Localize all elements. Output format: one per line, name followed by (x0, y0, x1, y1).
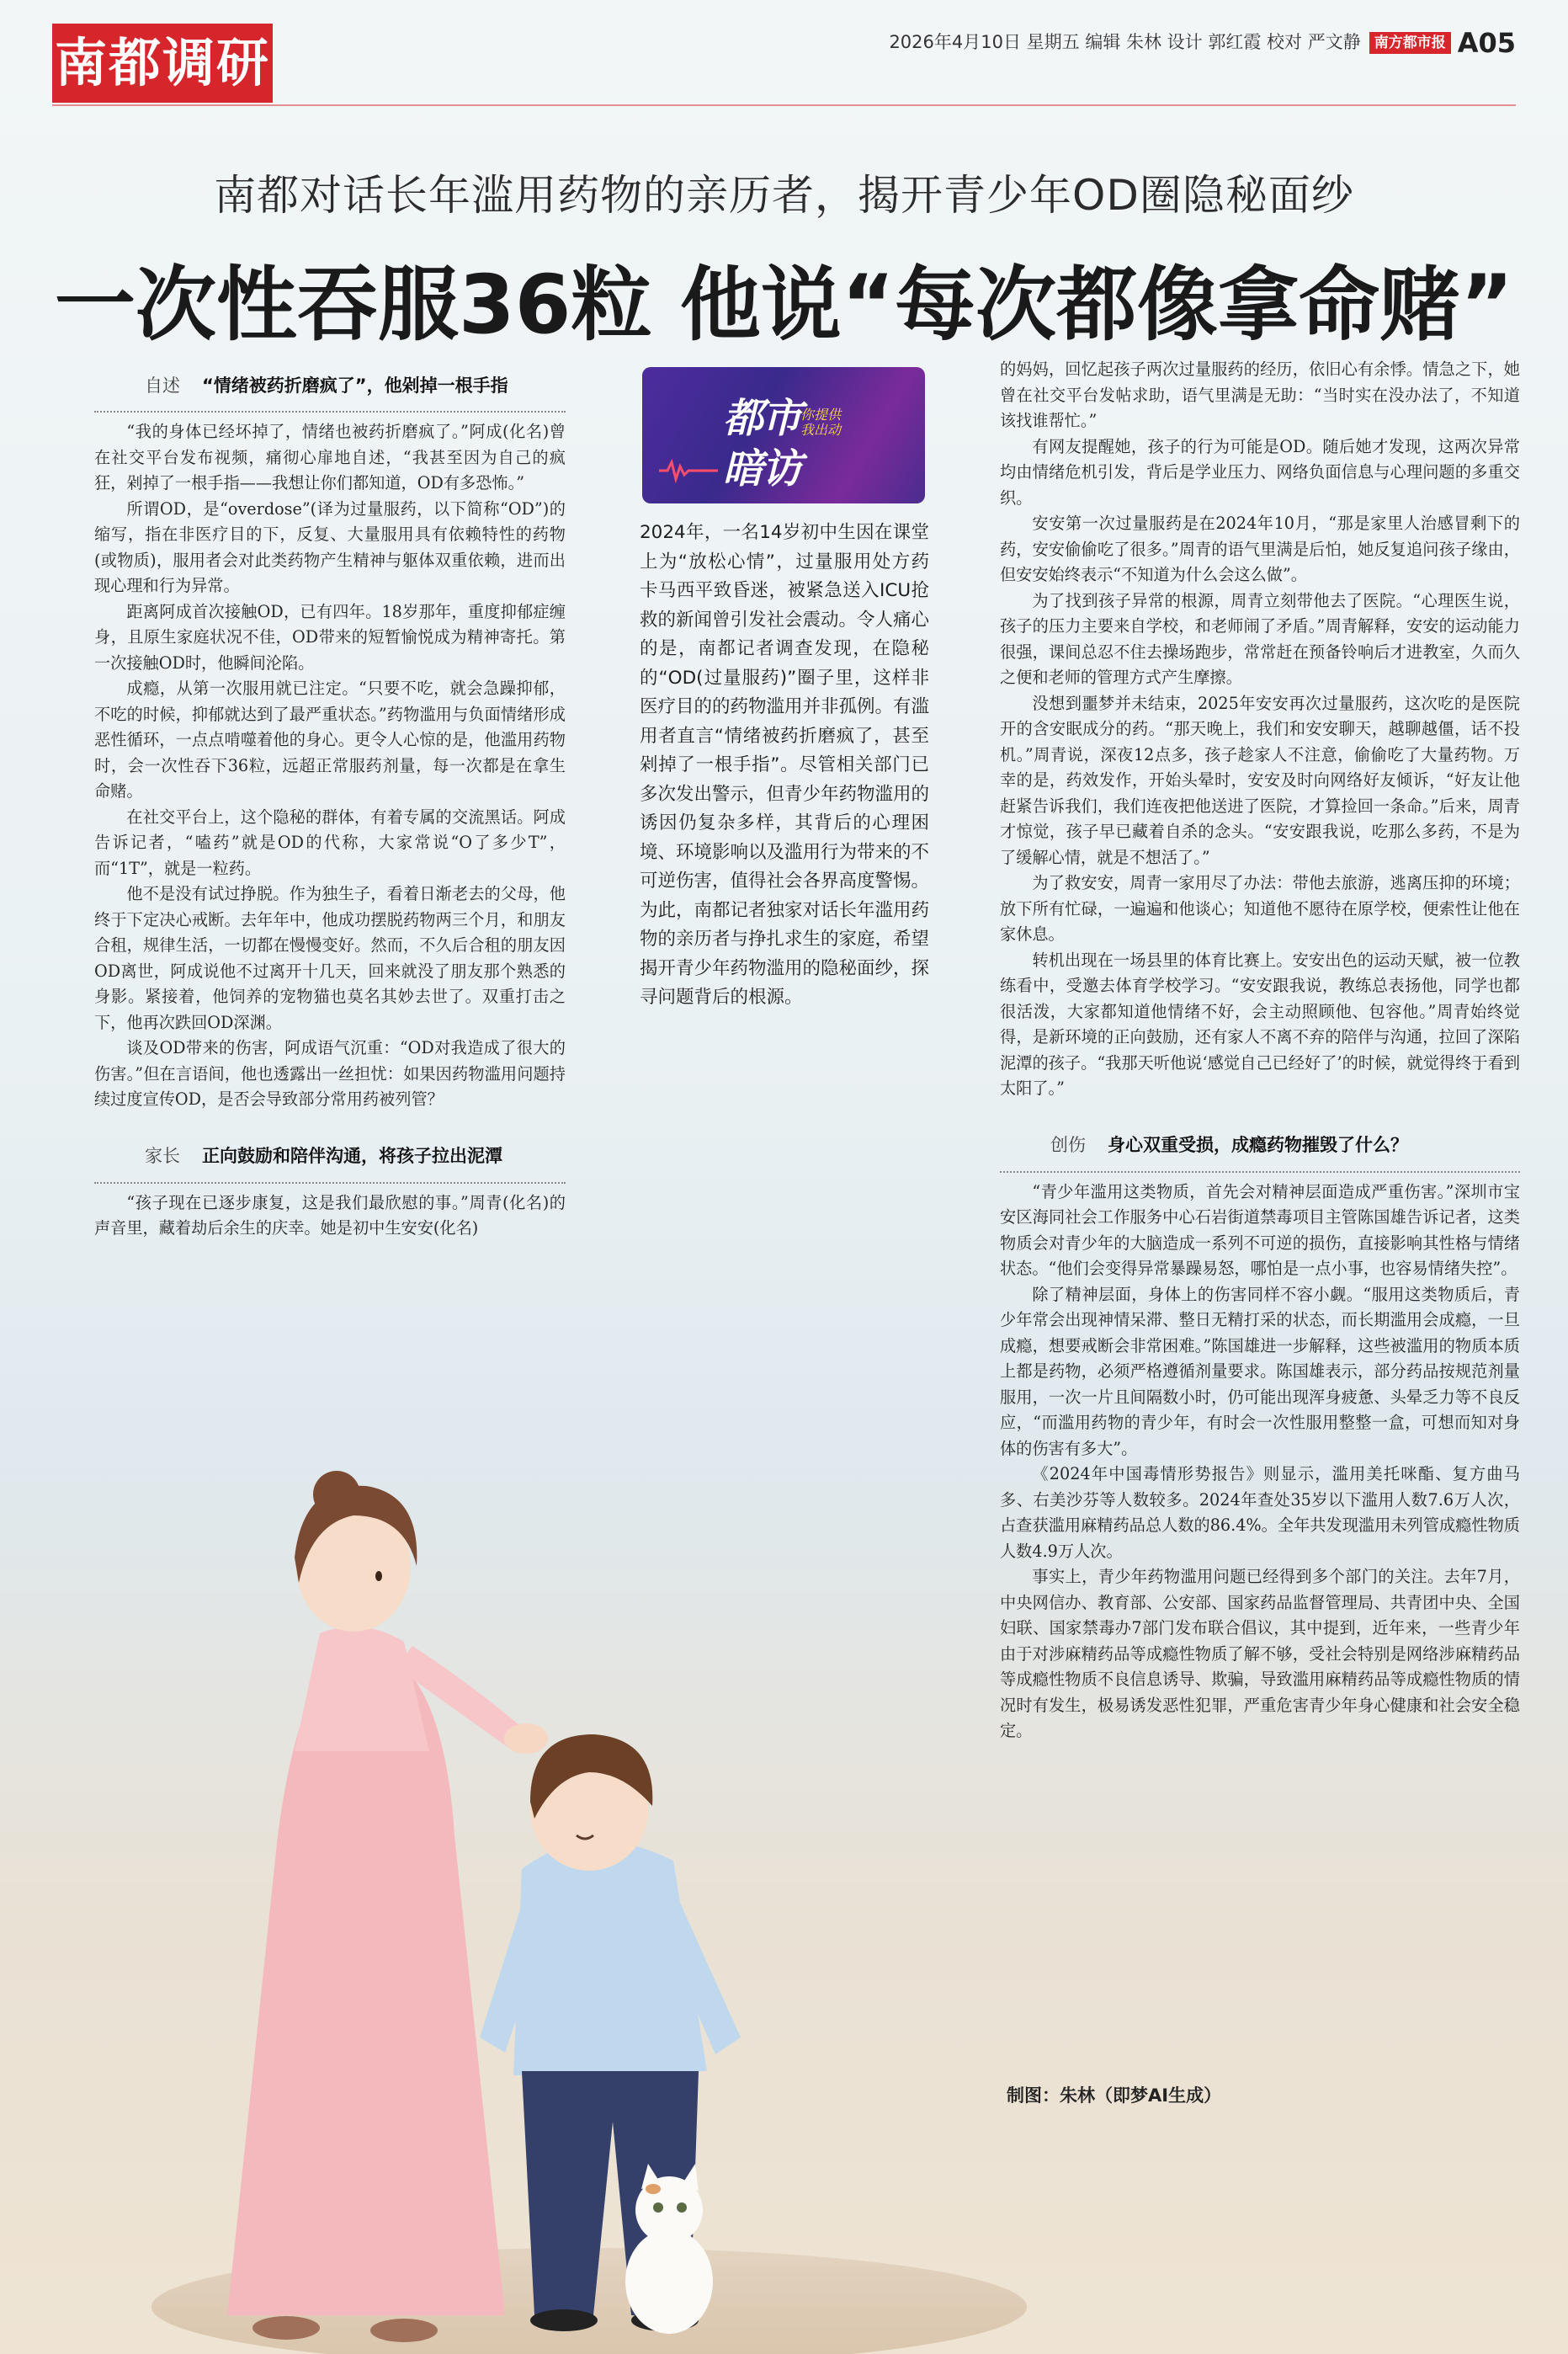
section-heading-parent (94, 1140, 566, 1174)
section-tag: 创伤 (1050, 1135, 1086, 1156)
paragraph: 在社交平台上，这个隐秘的群体，有着专属的交流黑话。阿成告诉记者，“嗑药”就是OD的代称，大家常说“O了多少T”，而“1T”，就是一粒药。 (94, 807, 566, 878)
lead-paragraph: 为此，南都记者独家对话长年滥用药物的亲历者与挣扎求生的家庭，希望揭开青少年药物滥用的隐秘面纱，探寻问题背后的根源。 (640, 899, 930, 1008)
paragraph: 为了救安安，周青一家用尽了办法：带他去旅游，逃离压抑的环境；放下所有忙碌，一遍遍和他谈心；知道他不愿待在原学校，便索性让他在家休息。 (1000, 873, 1520, 944)
image-credit: 制图：朱林（即梦AI生成） (1007, 2085, 1222, 2106)
section-divider (1000, 1171, 1520, 1173)
section-tag: 家长 (145, 1146, 180, 1167)
header-divider (52, 104, 1516, 106)
paragraph: 的妈妈，回忆起孩子两次过量服药的经历，依旧心有余悸。情急之下，她曾在社交平台发帖求助，语气里满是无助：“当时实在没办法了，不知道该找谁帮忙。” (1000, 359, 1520, 430)
section-divider (94, 411, 566, 413)
section-tag: 自述 (145, 375, 180, 396)
paragraph: 谈及OD带来的伤害，阿成语气沉重：“OD对我造成了很大的伤害。”但在言语间，他也透露出一丝担忧：如果因药物滥用问题持续过度宣传OD，是否会导致部分常用药被列管？ (94, 1038, 566, 1109)
paragraph: 《2024年中国毒情形势报告》则显示，滥用美托咪酯、复方曲马多、右美沙芬等人数较多。2024年查处35岁以下滥用人数7.6万人次，占查获滥用麻精药品总人数的86.4%。全年共发现滥用未列管成瘾性物质人数4.9万人次。 (1000, 1464, 1520, 1561)
page-info-bar (278, 25, 1516, 59)
paragraph: 有网友提醒她，孩子的行为可能是OD。随后她才发现，这两次异常均由情绪危机引发，背后是学业压力、网络负面信息与心理问题的多重交织。 (1000, 436, 1520, 508)
paragraph: 距离阿成首次接触OD，已有四年。18岁那年，重度抑郁症缠身，且原生家庭状况不佳，OD带来的短暂愉悦成为精神寄托。第一次接触OD时，他瞬间沦陷。 (94, 601, 566, 673)
section-heading-harm (1000, 1129, 1520, 1163)
paragraph: 所谓OD，是“overdose”(译为过量服药，以下简称“OD”)的缩写，指在非医疗目的下，反复、大量服用具有依赖特性的药物(或物质)，服用者会对此类药物产生精神与躯体双重依赖，进而出现心理和行为异常。 (94, 498, 566, 595)
section-title: 身心双重受损，成瘾药物摧毁了什么？ (1108, 1135, 1408, 1156)
column-left (94, 364, 566, 1242)
paragraph: 为了找到孩子异常的根源，周青立刻带他去了医院。“心理医生说，孩子的压力主要来自学校，和老师闹了矛盾。”周青解释，安安的运动能力很强，课间总忍不住去操场跑步，常常赶在预备铃响后才进教室，久而久之便和老师的管理方式产生摩擦。 (1000, 590, 1520, 687)
section-title: “情绪被药折磨疯了”，他剁掉一根手指 (202, 375, 508, 396)
subtitle: 南都对话长年滥用药物的亲历者，揭开青少年OD圈隐秘面纱 (214, 171, 1354, 220)
paragraph: “我的身体已经坏掉了，情绪也被药折磨疯了。”阿成(化名)曾在社交平台发布视频，痛彻心扉地自述，“我甚至因为自己的疯狂，剁掉了一根手指——我想让你们都知道，OD有多恐怖。” (94, 422, 566, 493)
paragraph: 成瘾，从第一次服用就已注定。“只要不吃，就会急躁抑郁，不吃的时候，抑郁就达到了最严重状态。”药物滥用与负面情绪形成恶性循环，一点点啃噬着他的身心。更令人心惊的是，他滥用药物时，会一次性吞下36粒，远超正常服药剂量，每一次都是在拿生命赌。 (94, 679, 566, 801)
paragraph: 除了精神层面，身体上的伤害同样不容小觑。“服用这类物质后，青少年常会出现神情呆滞、整日无精打采的状态，而长期滥用会成瘾，一旦成瘾，想要戒断会非常困难。”陈国雄进一步解释，这些被滥用的物质本质上都是药物，必须严格遵循剂量要求。陈国雄表示，部分药品按规范剂量服用，一次一片且间隔数小时，仍可能出现浑身疲惫、头晕乏力等不良反应，“而滥用药物的青少年，有时会一次性服用整整一盒，可想而知对身体的伤害有多大”。 (1000, 1284, 1520, 1458)
section-heading-self-account (94, 369, 566, 402)
column-right (1000, 357, 1520, 1744)
urban-investigation-badge (642, 367, 925, 503)
paragraph: “青少年滥用这类物质，首先会对精神层面造成严重伤害。”深圳市宝安区海同社会工作服务中心石岩街道禁毒项目主管陈国雄告诉记者，这类物质会对青少年的大脑造成一系列不可逆的损伤，直接影响其性格与情绪状态。“他们会变得异常暴躁易怒，哪怕是一点小事，也容易情绪失控”。 (1000, 1181, 1520, 1278)
badge-line-1: 都市 (723, 395, 801, 442)
date-editor-line: 2026年4月10日 星期五 编辑 朱林 设计 郭红霞 校对 严文静 (889, 32, 1361, 52)
paragraph: 转机出现在一场县里的体育比赛上。安安出色的运动天赋，被一位教练看中，受邀去体育学校学习。“安安跟我说，教练总表扬他，同学也都很活泼，大家都知道他情绪不好，会主动照顾他、包容他。”周青始终觉得，是新环境的正向鼓励，还有家人不离不弃的陪伴与沟通，拉回了深陷泥潭的孩子。“我那天听他说‘感觉自己已经好了’的时候，就觉得终于看到太阳了。” (1000, 950, 1520, 1098)
audio-wave-icon (659, 458, 718, 483)
newspaper-logo: 南方都市报 (1369, 32, 1451, 54)
page-number: A05 (1457, 27, 1516, 59)
mother-son-cat-illustration (151, 1313, 1027, 2354)
section-divider (94, 1182, 566, 1184)
paragraph: 他不是没有试过挣脱。作为独生子，看着日渐老去的父母，他终于下定决心戒断。去年年中，他成功摆脱药物两三个月，和朋友合租，规律生活，一切都在慢慢变好。然而，不久后合租的朋友因OD离世，阿成说他不过离开十几天，回来就没了朋友那个熟悉的身影。紧接着，他饲养的宠物猫也莫名其妙去世了。双重打击之下，他再次跌回OD深渊。 (94, 884, 566, 1032)
paragraph: 事实上，青少年药物滥用问题已经得到多个部门的关注。去年7月，中央网信办、教育部、公安部、国家药品监督管理局、共青团中央、全国妇联、国家禁毒办7部门发布联合倡议，其中提到，近年来，一些青少年由于对涉麻精药品等成瘾性物质了解不够，受社会特别是网络涉麻精药品等成瘾性物质不良信息诱导、欺骗，导致滥用麻精药品等成瘾性物质的情况时有发生，极易诱发恶性犯罪，严重危害青少年身心健康和社会安全稳定。 (1000, 1567, 1520, 1740)
badge-tagline: 你提供 我出动 (800, 407, 842, 438)
paragraph: “孩子现在已逐步康复，这是我们最欣慰的事。”周青(化名)的声音里，藏着劫后余生的庆幸。她是初中生安安(化名) (94, 1192, 566, 1238)
paragraph: 没想到噩梦并未结束，2025年安安再次过量服药，这次吃的是医院开的含安眠成分的药。“那天晚上，我们和安安聊天，越聊越僵，话不投机。”周青说，深夜12点多，孩子趁家人不注意，偷偷吃了大量药物。万幸的是，药效发作，开始头晕时，安安及时向网络好友倾诉，“好友让他赶紧告诉我们，我们连夜把他送进了医院，才算捡回一条命。”后来，周青才惊觉，孩子早已藏着自杀的念头。“安安跟我说，吃那么多药，不是为了缓解心情，就是不想活了。” (1000, 693, 1520, 867)
section-title: 正向鼓励和陪伴沟通，将孩子拉出泥潭 (202, 1146, 502, 1167)
headline: 一次性吞服36粒 他说“每次都像拿命赌” (54, 258, 1514, 352)
paragraph: 安安第一次过量服药是在2024年10月，“那是家里人治感冒剩下的药，安安偷偷吃了很多。”周青的语气里满是后怕，她反复追问孩子缘由，但安安始终表示“不知道为什么会这么做”。 (1000, 514, 1520, 584)
masthead: 南都调研 (52, 24, 273, 103)
badge-line-2: 暗访 (723, 445, 801, 493)
lead-paragraphs (640, 519, 929, 1013)
lead-paragraph: 2024年，一名14岁初中生因在课堂上为“放松心情”，过量服用处方药卡马西平致昏迷，被紧急送入ICU抢救的新闻曾引发社会震动。令人痛心的是，南都记者调查发现，在隐秘的“OD(过量服药)”圈子里，这样非医疗目的的药物滥用并非孤例。有滥用者直言“情绪被药折磨疯了，甚至剁掉了一根手指”。尽管相关部门已多次发出警示，但青少年药物滥用的诱因仍复杂多样，其背后的心理困境、环境影响以及滥用行为带来的不可逆伤害，值得社会各界高度警惕。 (640, 522, 930, 892)
